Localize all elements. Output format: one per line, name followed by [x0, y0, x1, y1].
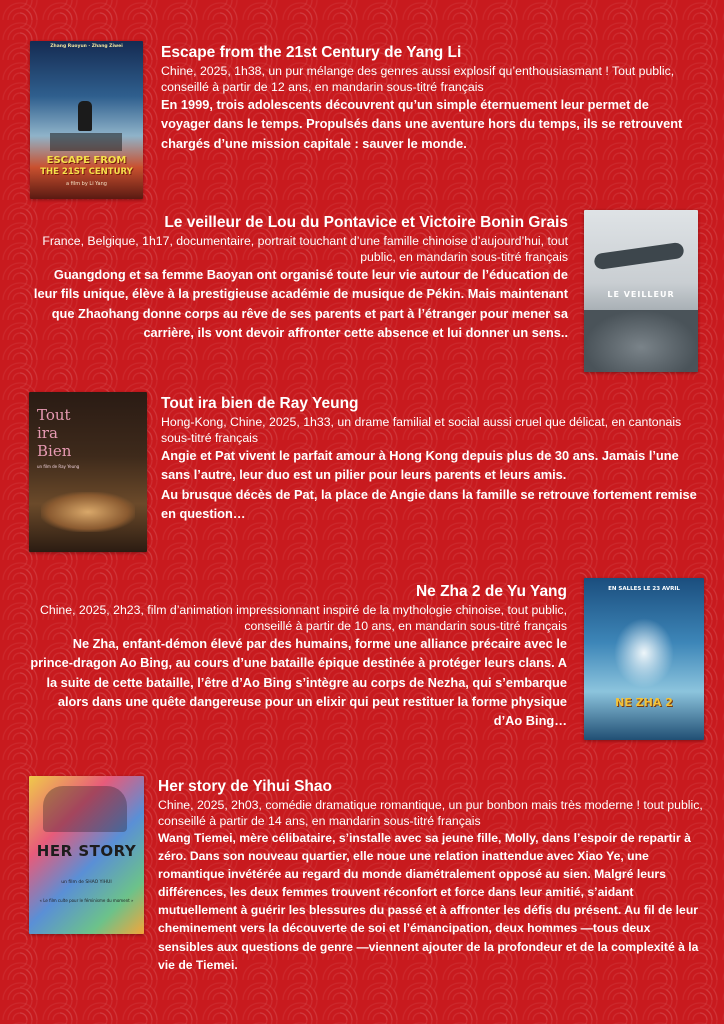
face-shape [584, 310, 698, 372]
film-synopsis: Wang Tiemei, mère célibataire, s’installe avec sa jeune fille, Molly, dans l’espoir de repartir à zéro. Dans son nouveau quartier, elle noue une relation inattendue avec Xiao Ye, une romantique invétérée au regard du monde diamétralement opposé au sien. Malgré leurs différences, les deux femmes trouvent réconfort et force dans leur amitié, s’aidant mutuellement à guérir les blessures du passé et à affronter les défis du présent. Au fil de leur cheminement vers la découverte de soi et l’émancipation, deux hommes —tous deux sensibles aux questions de genre —viennent ajouter de la profondeur et de la complexité à la vie de Tiemei. [158, 831, 699, 972]
film-info [158, 777, 703, 974]
poster-title: LE VEILLEUR [607, 290, 675, 299]
film-synopsis: Guangdong et sa femme Baoyan ont organisé toute leur vie autour de l’éducation de leur fils unique, élève à la prestigieuse académie de musique de Pékin. Mais maintenant que Zhaohang donne corps au rêve de ses parents et part à l’étranger pour mener sa carrière, ils vont devoir affronter cette absence et lui donner un sens.. [33, 267, 568, 340]
film-meta: Hong-Kong, Chine, 2025, 1h33, un drame familial et social aussi cruel que délicat, en cantonais sous-titré français [161, 415, 682, 445]
building-shape [50, 133, 122, 151]
poster-title-line-1: Tout [37, 406, 71, 424]
film-meta: Chine, 2025, 1h38, un pur mélange des genres aussi explosif qu’enthousiasmant ! Tout public, conseillé à partir de 12 ans, en mandarin sous-titré français [161, 64, 675, 94]
film-info [28, 213, 568, 342]
dragon-swirl-shape [614, 618, 674, 688]
poster-her-story [29, 776, 144, 934]
poster-credit: un film de Ray Yeung [37, 464, 80, 469]
film-synopsis: En 1999, trois adolescents découvrent qu’un simple éternuement leur permet de voyager dans le temps. Propulsés dans une aventure hors du temps, ils se retrouvent chargés d’une mission capitale : sauver le monde. [161, 97, 683, 151]
poster-title-line-2: ira [37, 424, 58, 442]
poster-title-line-3: Bien [37, 442, 72, 460]
poster-top-credits: Zhang Ruoyun · Zhang Ziwei [50, 44, 123, 49]
poster-credit: a film by Li Yang [66, 181, 107, 187]
film-info [161, 43, 701, 153]
poster-release-date: EN SALLES LE 23 AVRIL [608, 586, 680, 592]
characters-shape [43, 786, 127, 832]
film-info [28, 582, 567, 730]
poster-ne-zha-2 [584, 578, 704, 740]
poster-title-line-2: THE 21ST CENTURY [40, 167, 133, 177]
poster-le-veilleur [584, 210, 698, 372]
film-title: Tout ira bien de Ray Yeung [161, 395, 359, 412]
film-synopsis-paragraph-1: Angie et Pat vivent le parfait amour à Hong Kong depuis plus de 30 ans. Jamais l’une sans l’autre, leur duo est un pilier pour leurs parents et leurs amis. [161, 448, 679, 483]
poster-credit: un film de SHAO YIHUI [61, 880, 112, 885]
film-title: Le veilleur de Lou du Pontavice et Victoire Bonin Grais [164, 214, 568, 231]
film-meta: Chine, 2025, 2h23, film d’animation impressionnant inspiré de la mythologie chinoise, tout public, conseillé à partir de 10 ans, en mandarin sous-titré français [39, 603, 567, 633]
poster-title: NE ZHA 2 [615, 696, 673, 709]
poster-tout-ira-bien [29, 392, 147, 552]
film-meta: France, Belgique, 1h17, documentaire, portrait touchant d’une famille chinoise d’aujourd’hui, tout public, en mandarin sous-titré français [42, 234, 568, 264]
figure-shape [78, 101, 92, 131]
film-title: Escape from the 21st Century de Yang Li [161, 44, 462, 61]
film-synopsis: Ne Zha, enfant-démon élevé par des humains, forme une alliance précaire avec le prince-dragon Ao Bing, au cours d’une bataille épique destinée à protéger leurs clans. A la suite de cette bataille, l’être d’Ao Bing s’intègre au corps de Nezha, qui s’embarque alors dans une quête dangereuse pour un elixir qui peut restituer la forme physique d’Ao Bing… [30, 636, 567, 729]
poster-title: HER STORY [36, 842, 137, 860]
dinner-table-shape [41, 492, 135, 532]
film-title: Her story de Yihui Shao [158, 778, 332, 795]
film-info [161, 394, 701, 523]
poster-tagline: « Le film culte pour le féminisme du moment » [39, 898, 134, 903]
poster-escape-21st-century [30, 41, 143, 199]
poster-title-line-1: ESCAPE FROM [46, 155, 127, 166]
lying-figure-shape [593, 242, 684, 270]
film-synopsis-paragraph-2: Au brusque décès de Pat, la place de Angie dans la famille se retrouve fortement remise en question… [161, 486, 697, 521]
film-title: Ne Zha 2 de Yu Yang [415, 583, 567, 600]
film-meta: Chine, 2025, 2h03, comédie dramatique romantique, un pur bonbon mais très moderne ! tout public, conseillé à partir de 14 ans, en mandarin sous-titré français [158, 798, 703, 828]
